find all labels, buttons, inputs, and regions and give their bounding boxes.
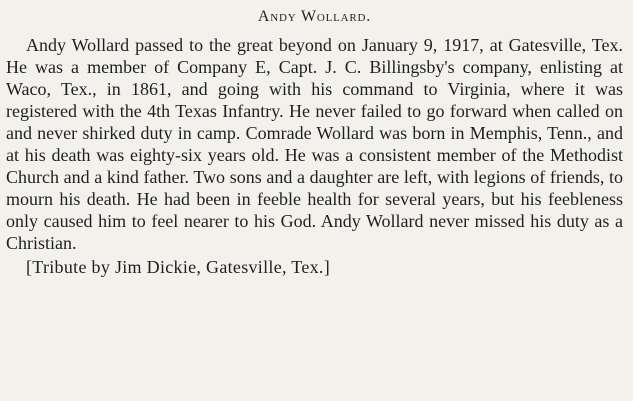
article-body: Andy Wollard passed to the great beyond on January 9, 1917, at Gatesville, Tex. He was a member of Company E, Capt. J. C. Billingsby's company, enlisting at Waco, Tex., in 1861, and going with his command to Virginia, where it was registered with the 4th Texas Infantry. He never failed to go forward when called on and never shirked duty in camp. Comrade Wollard was born in Memphis, Tenn., and at his death was eighty-six years old. He was a consistent member of the Methodist Church and a kind father. Two sons and a daughter are left, with legions of friends, to mourn his death. He had been in feeble health for several years, but his feebleness only caused him to feel nearer to his God. Andy Wollard never missed his duty as a Christian. xyxy=(6,35,623,253)
tribute-line: [Tribute by Jim Dickie, Gatesville, Tex.] xyxy=(26,257,330,277)
article-title: Andy Wollard. xyxy=(257,8,372,25)
